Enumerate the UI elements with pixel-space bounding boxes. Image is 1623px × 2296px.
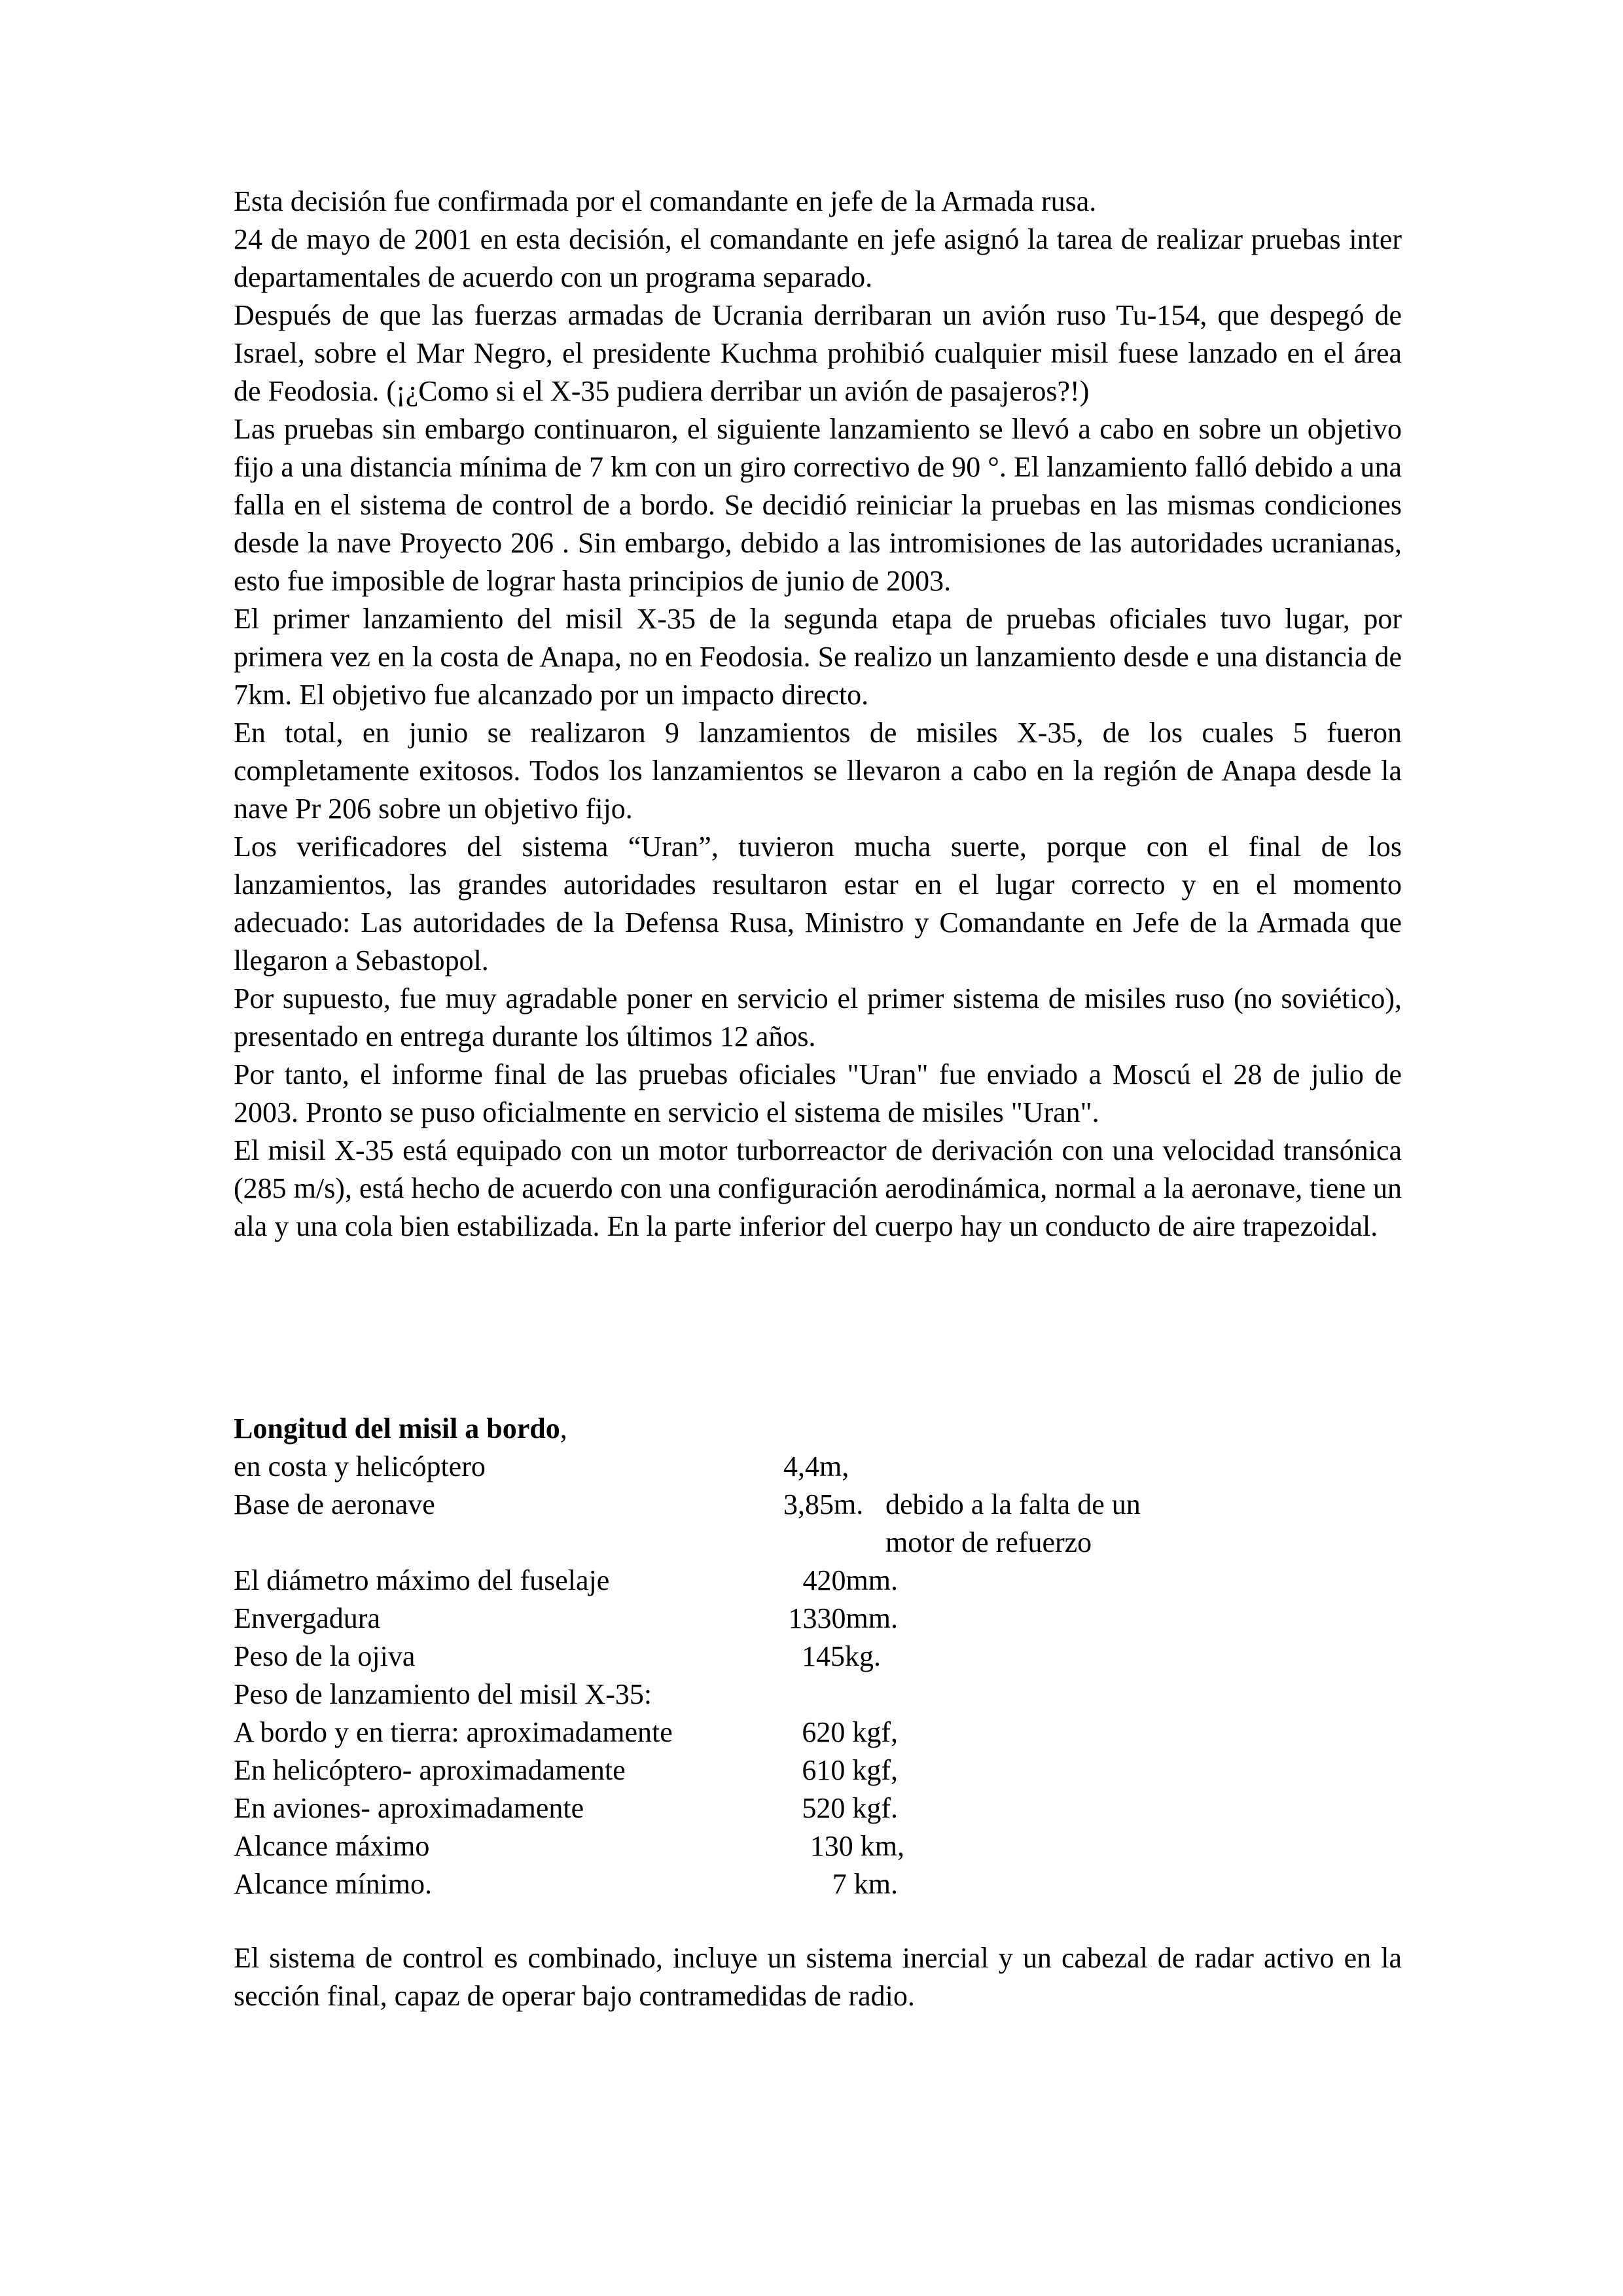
spec-label: Alcance máximo [234,1830,430,1862]
spec-note: motor de refuerzo [885,1526,1092,1558]
spec-row [234,1751,1402,1789]
spec-label: Peso de la ojiva [234,1640,416,1672]
paragraph: Las pruebas sin embargo continuaron, el siguiente lanzamiento se llevó a cabo en sobre un objetivo fijo a una distancia mínima de 7 km con un giro correctivo de 90 °. El lanzamiento falló debido a una falla en el sistema de control de a bordo. Se decidió reiniciar la pruebas en las mismas condiciones desde la nave Proyecto 206 . Sin embargo, debido a las intromisiones de las autoridades ucranianas, esto fue imposible de lograr hasta principios de junio de 2003. [234,413,1402,597]
spec-value: 4,4m, [783,1450,849,1482]
paragraph: Después de que las fuerzas armadas de Ucrania derribaran un avión ruso Tu-154, que despegó de Israel, sobre el Mar Negro, el presidente Kuchma prohibió cualquier misil fuese lanzado en el área de Feodosia. (¡¿Como si el X-35 pudiera derribar un avión de pasajeros?!) [234,299,1402,407]
spec-row [234,1865,1402,1903]
spec-row [234,1600,1402,1638]
spec-row [234,1676,1402,1713]
paragraph: Esta decisión fue confirmada por el comandante en jefe de la Armada rusa. [234,185,1097,217]
spec-label: Envergadura [234,1602,380,1634]
spec-value: 1330mm. [788,1602,898,1634]
spec-row [234,1789,1402,1827]
body-text [234,183,1402,1246]
spec-value: 3,85m. [783,1488,864,1520]
spec-row [234,1827,1402,1865]
specs-table [234,1410,1402,1903]
paragraph: Los verificadores del sistema “Uran”, tuvieron mucha suerte, porque con el final de los lanzamientos, las grandes autoridades resultaron estar en el lugar correcto y en el momento adecuado: Las autoridades de la Defensa Rusa, Ministro y Comandante en Jefe de la Armada que llegaron a Sebastopol. [234,831,1402,977]
paragraph: El misil X-35 está equipado con un motor turborreactor de derivación con una velocidad transónica (285 m/s), está hecho de acuerdo con una configuración aerodinámica, normal a la aeronave, tiene un ala y una cola bien estabilizada. En la parte inferior del cuerpo hay un conducto de aire trapezoidal. [234,1134,1402,1242]
paragraph: Por supuesto, fue muy agradable poner en servicio el primer sistema de misiles ruso (no soviético), presentado en entrega durante los últimos 12 años. [234,982,1402,1052]
spec-value: 610 kgf, [802,1754,898,1786]
paragraph: 24 de mayo de 2001 en esta decisión, el comandante en jefe asignó la tarea de realizar pruebas inter departamentales de acuerdo con un programa separado. [234,223,1402,293]
specs-heading-text: Longitud del misil a bordo [234,1412,560,1444]
spec-row [234,1713,1402,1751]
spec-value: 520 kgf. [802,1792,898,1824]
closing-paragraph-block [234,1939,1402,2015]
paragraph: En total, en junio se realizaron 9 lanzamientos de misiles X-35, de los cuales 5 fueron completamente exitosos. Todos los lanzamientos se llevaron a cabo en la región de Anapa desde la nave Pr 206 sobre un objetivo fijo. [234,717,1402,825]
spec-value: 420mm. [802,1564,898,1596]
spec-label: El diámetro máximo del fuselaje [234,1564,610,1596]
spec-value: 620 kgf, [802,1716,898,1748]
spec-label: En aviones- aproximadamente [234,1792,584,1824]
spec-label: Base de aeronave [234,1488,435,1520]
spec-value: 7 km. [832,1868,898,1900]
spec-row [234,1448,1402,1486]
specs-heading [234,1410,1402,1448]
spec-label: En helicóptero- aproximadamente [234,1754,626,1786]
spec-value: 130 km, [810,1830,904,1862]
spec-row [234,1562,1402,1600]
spec-label: A bordo y en tierra: aproximadamente [234,1716,673,1748]
paragraph: El primer lanzamiento del misil X-35 de la segunda etapa de pruebas oficiales tuvo lugar, por primera vez en la costa de Anapa, no en Feodosia. Se realizo un lanzamiento desde e una distancia de 7km. El objetivo fue alcanzado por un impacto directo. [234,603,1402,711]
spec-label: en costa y helicóptero [234,1450,486,1482]
spec-label: Alcance mínimo. [234,1868,433,1900]
closing-paragraph: El sistema de control es combinado, incluye un sistema inercial y un cabezal de radar activo en la sección final, capaz de operar bajo contramedidas de radio. [234,1942,1402,2012]
spec-value: 145kg. [802,1640,881,1672]
spec-row-continuation [234,1524,1402,1562]
specs-heading-suffix: , [560,1412,567,1444]
spec-row [234,1486,1402,1524]
spec-note: debido a la falta de un [885,1488,1141,1520]
spec-label: Peso de lanzamiento del misil X-35: [234,1678,652,1710]
paragraph: Por tanto, el informe final de las pruebas oficiales "Uran" fue enviado a Moscú el 28 de julio de 2003. Pronto se puso oficialmente en servicio el sistema de misiles "Uran". [234,1058,1402,1128]
spec-row [234,1638,1402,1676]
